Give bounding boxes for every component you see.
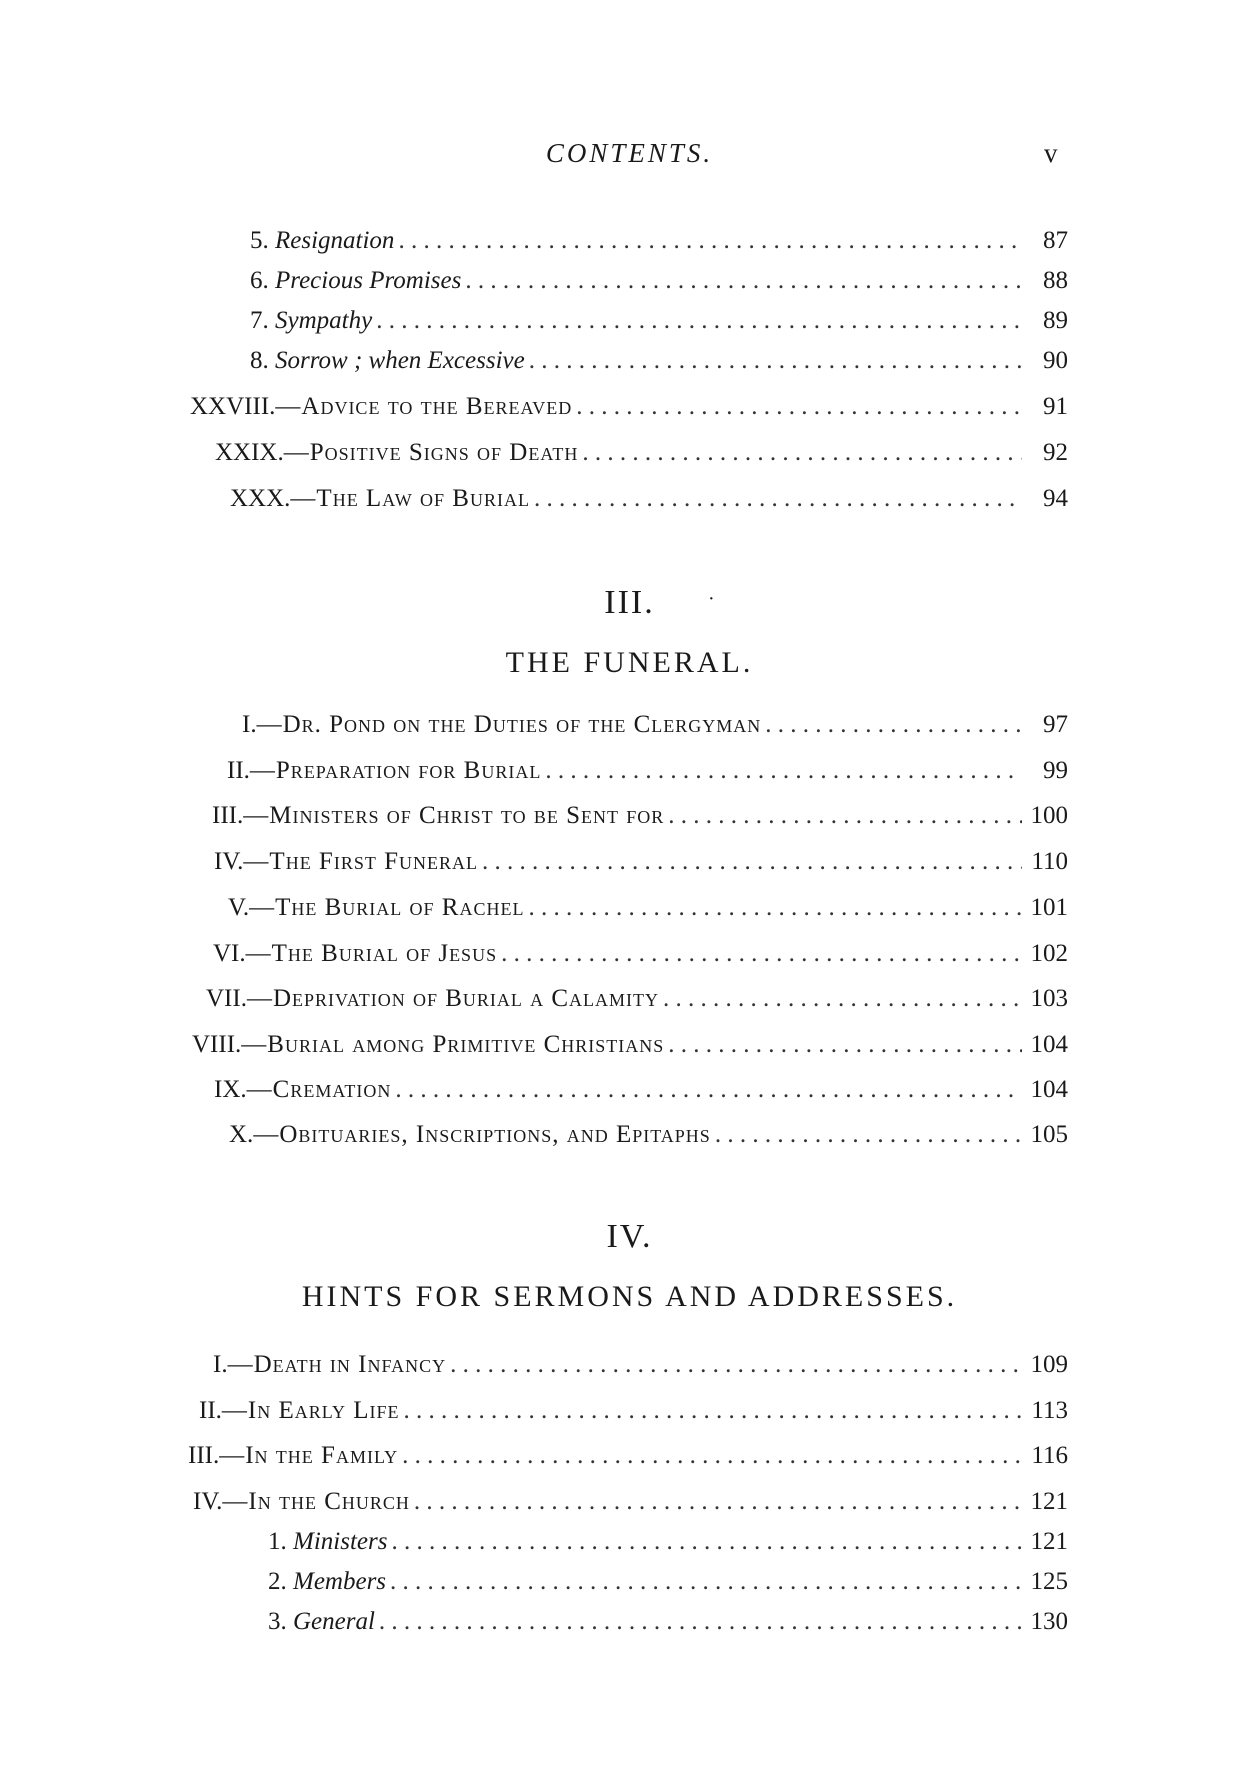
- chapter-number: VI.: [213, 940, 246, 967]
- chapter-title: —In the Church: [222, 1488, 410, 1515]
- dot-leader: [765, 712, 1022, 737]
- chapter-number: I.: [242, 711, 257, 738]
- toc-entry[interactable]: [190, 394, 1068, 419]
- dot-leader: [545, 758, 1022, 783]
- dot-leader: [668, 1032, 1022, 1057]
- entry-page: 104: [1030, 1031, 1068, 1058]
- dot-leader: [376, 308, 1022, 333]
- dot-leader: [534, 486, 1022, 511]
- toc-entry[interactable]: [213, 941, 1068, 966]
- entry-page: 130: [1030, 1608, 1068, 1635]
- chapter-title: —Death in Infancy: [227, 1351, 447, 1378]
- dot-leader: [663, 986, 1022, 1011]
- entry-page: 113: [1031, 1397, 1068, 1424]
- chapter-title: —In Early Life: [221, 1397, 400, 1424]
- dot-leader: [402, 1443, 1022, 1468]
- dot-leader: [715, 1122, 1022, 1147]
- entry-title: Sympathy: [275, 307, 373, 334]
- entry-number: 2.: [268, 1568, 287, 1595]
- toc-entry[interactable]: [192, 1032, 1068, 1057]
- chapter-number: II.: [227, 757, 250, 784]
- toc-entry[interactable]: [206, 986, 1068, 1011]
- toc-entry[interactable]: [215, 440, 1068, 465]
- entry-page: 109: [1030, 1351, 1068, 1378]
- toc-subentry[interactable]: [268, 1609, 1068, 1634]
- dot-leader: [391, 1529, 1022, 1554]
- chapter-number: X.: [229, 1121, 254, 1148]
- chapter-number: V.: [228, 894, 250, 921]
- entry-title: Sorrow ; when Excessive: [275, 347, 525, 374]
- chapter-number: II.: [199, 1397, 222, 1424]
- part-number: IV.: [606, 1218, 653, 1255]
- chapter-title: —Burial among Primitive Christians: [241, 1031, 665, 1058]
- toc-entry[interactable]: [230, 486, 1068, 511]
- dot-leader: [668, 803, 1022, 828]
- entry-page: 91: [1043, 393, 1068, 420]
- chapter-title: —The Law of Burial: [290, 485, 530, 512]
- dot-leader: [582, 440, 1022, 465]
- entry-page: 92: [1043, 439, 1068, 466]
- dot-leader: [379, 1609, 1022, 1634]
- toc-entry[interactable]: [228, 895, 1068, 920]
- entry-page: 121: [1030, 1488, 1068, 1515]
- entry-page: 88: [1043, 267, 1068, 294]
- entry-page: 110: [1031, 848, 1068, 875]
- toc-entry[interactable]: [212, 803, 1068, 828]
- entry-page: 89: [1043, 307, 1068, 334]
- page-folio: v: [1044, 138, 1058, 168]
- chapter-number: VIII.: [192, 1031, 242, 1058]
- toc-entry[interactable]: [188, 1443, 1068, 1468]
- entry-page: 104: [1030, 1076, 1068, 1103]
- entry-page: 125: [1030, 1568, 1068, 1595]
- entry-page: 116: [1031, 1442, 1068, 1469]
- chapter-number: XXVIII.: [190, 393, 276, 420]
- dot-leader: [398, 228, 1022, 253]
- chapter-number: IX.: [214, 1076, 247, 1103]
- entry-number: 1.: [268, 1528, 287, 1555]
- entry-page: 94: [1043, 485, 1068, 512]
- chapter-title: —The Burial of Rachel: [249, 894, 525, 921]
- dot-leader: [395, 1077, 1022, 1102]
- dot-leader: [390, 1569, 1022, 1594]
- toc-subentry[interactable]: [268, 1569, 1068, 1594]
- entry-title: Precious Promises: [275, 267, 462, 294]
- entry-title: Members: [293, 1568, 387, 1595]
- entry-page: 90: [1043, 347, 1068, 374]
- entry-page: 102: [1030, 940, 1068, 967]
- entry-page: 99: [1043, 757, 1068, 784]
- entry-title: Ministers: [293, 1528, 388, 1555]
- toc-subentry[interactable]: [250, 228, 1068, 253]
- dot-leader: [450, 1352, 1022, 1377]
- stray-dot: ·: [708, 588, 715, 610]
- chapter-title: —In the Family: [219, 1442, 399, 1469]
- dot-leader: [528, 895, 1022, 920]
- entry-number: 5.: [250, 227, 269, 254]
- chapter-number: IV.: [214, 848, 244, 875]
- toc-entry[interactable]: [214, 1077, 1068, 1102]
- toc-subentry[interactable]: [250, 268, 1068, 293]
- toc-entry[interactable]: [199, 1398, 1068, 1423]
- toc-entry[interactable]: [242, 712, 1068, 737]
- entry-page: 121: [1030, 1528, 1068, 1555]
- dot-leader: [576, 394, 1022, 419]
- chapter-title: —The Burial of Jesus: [245, 940, 498, 967]
- part-title: HINTS FOR SERMONS AND ADDRESSES.: [301, 1280, 958, 1313]
- chapter-title: —Ministers of Christ to be Sent for: [243, 802, 665, 829]
- chapter-title: —Deprivation of Burial a Calamity: [246, 985, 660, 1012]
- chapter-title: —The First Funeral: [243, 848, 478, 875]
- entry-page: 97: [1043, 711, 1068, 738]
- chapter-title: —Dr. Pond on the Duties of the Clergyman: [256, 711, 762, 738]
- toc-entry[interactable]: [214, 849, 1068, 874]
- dot-leader: [529, 348, 1022, 373]
- chapter-title: —Obituaries, Inscriptions, and Epitaphs: [253, 1121, 711, 1148]
- toc-subentry[interactable]: [268, 1529, 1068, 1554]
- entry-page: 103: [1030, 985, 1068, 1012]
- entry-number: 8.: [250, 347, 269, 374]
- dot-leader: [482, 849, 1022, 874]
- entry-page: 87: [1043, 227, 1068, 254]
- dot-leader: [414, 1489, 1022, 1514]
- toc-subentry[interactable]: [250, 348, 1068, 373]
- chapter-title: —Cremation: [246, 1076, 392, 1103]
- chapter-title: —Positive Signs of Death: [283, 439, 579, 466]
- chapter-number: I.: [213, 1351, 228, 1378]
- toc-entry[interactable]: [227, 758, 1068, 783]
- entry-title: General: [293, 1608, 375, 1635]
- part-title: THE FUNERAL.: [505, 646, 754, 679]
- toc-entry[interactable]: [229, 1122, 1068, 1147]
- toc-entry[interactable]: [193, 1489, 1068, 1514]
- chapter-number: VII.: [206, 985, 247, 1012]
- entry-page: 100: [1030, 802, 1068, 829]
- dot-leader: [465, 268, 1022, 293]
- chapter-number: XXX.: [230, 485, 291, 512]
- running-head: CONTENTS.: [545, 138, 714, 168]
- dot-leader: [403, 1398, 1022, 1423]
- entry-number: 3.: [268, 1608, 287, 1635]
- entry-page: 101: [1030, 894, 1068, 921]
- chapter-number: XXIX.: [215, 439, 284, 466]
- dot-leader: [501, 941, 1022, 966]
- entry-number: 7.: [250, 307, 269, 334]
- chapter-title: —Preparation for Burial: [249, 757, 542, 784]
- entry-page: 105: [1030, 1121, 1068, 1148]
- toc-subentry[interactable]: [250, 308, 1068, 333]
- toc-entry[interactable]: [213, 1352, 1068, 1377]
- chapter-title: —Advice to the Bereaved: [275, 393, 573, 420]
- chapter-number: III.: [188, 1442, 220, 1469]
- entry-title: Resignation: [275, 227, 395, 254]
- chapter-number: III.: [212, 802, 244, 829]
- part-number: III.: [604, 584, 655, 621]
- entry-number: 6.: [250, 267, 269, 294]
- chapter-number: IV.: [193, 1488, 223, 1515]
